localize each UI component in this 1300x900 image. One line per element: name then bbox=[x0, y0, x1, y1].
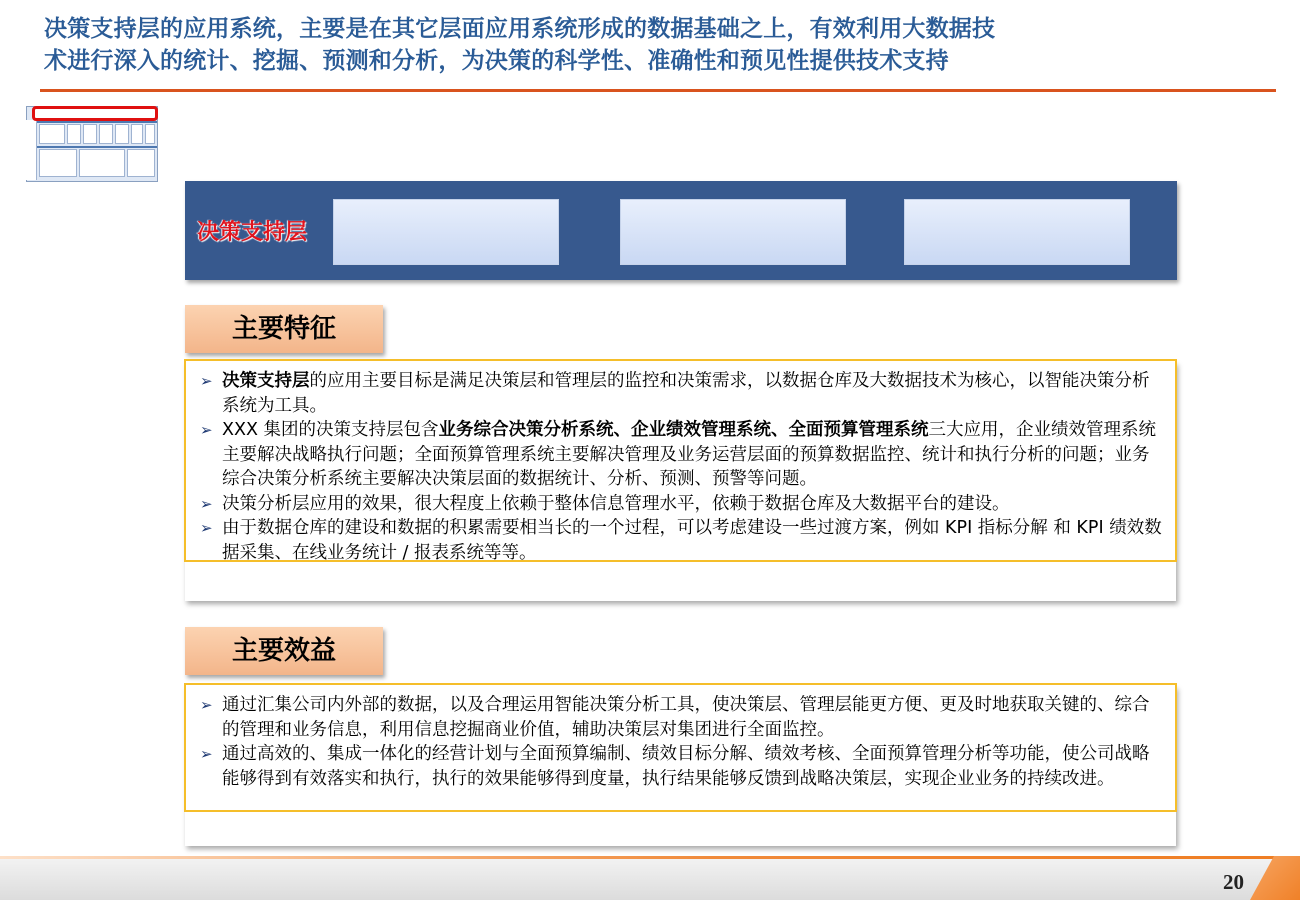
feature-item: ➢ 决策支持层的应用主要目标是满足决策层和管理层的监控和决策需求，以数据仓库及大数据技术为核心，以智能决策分析系统为工具。 bbox=[200, 369, 1165, 418]
slide-title-line-2: 术进行深入的统计、挖掘、预测和分析，为决策的科学性、准确性和预见性提供技术支持 bbox=[44, 48, 949, 74]
layer-box-2 bbox=[620, 199, 846, 265]
benefits-card bbox=[184, 683, 1177, 812]
features-card bbox=[184, 359, 1177, 562]
slide-title-line-1: 决策支持层的应用系统，主要是在其它层面应用系统形成的数据基础之上，有效利用大数据技 bbox=[44, 16, 996, 42]
footer-line bbox=[0, 856, 1300, 859]
feature-item: ➢ 由于数据仓库的建设和数据的积累需要相当长的一个过程，可以考虑建设一些过渡方案，例如 KPI 指标分解 和 KPI 绩效数据采集、在线业务统计 / 报表系统等等。 bbox=[200, 516, 1165, 565]
benefits-list bbox=[186, 685, 1175, 791]
features-list bbox=[186, 361, 1175, 565]
layer-box-1 bbox=[333, 199, 559, 265]
feature-item: ➢ 决策分析层应用的效果，很大程度上依赖于整体信息管理水平，依赖于数据仓库及大数据平台的建设。 bbox=[200, 492, 1165, 517]
slide-title bbox=[44, 13, 1264, 77]
benefit-item: ➢ 通过汇集公司内外部的数据，以及合理运用智能决策分析工具，使决策层、管理层能更方便、更及时地获取关键的、综合的管理和业务信息，利用信息挖掘商业价值，辅助决策层对集团进行全面监控。 bbox=[200, 693, 1165, 742]
features-heading: 主要特征 bbox=[185, 305, 383, 353]
layer-box-3 bbox=[904, 199, 1130, 265]
benefit-item: ➢ 通过高效的、集成一体化的经营计划与全面预算编制、绩效目标分解、绩效考核、全面预算管理分析等功能，使公司战略能够得到有效落实和执行，执行的效果能够得到度量，执行结果能够反馈到战略决策层，实现企业业务的持续改进。 bbox=[200, 742, 1165, 791]
thumbnail-sidebar bbox=[26, 120, 37, 180]
layer-label: 决策支持层 bbox=[197, 220, 308, 245]
page-number: 20 bbox=[1223, 870, 1244, 894]
title-divider bbox=[40, 89, 1276, 92]
benefits-heading: 主要效益 bbox=[185, 627, 383, 675]
footer-band bbox=[0, 859, 1300, 900]
feature-item: ➢ XXX 集团的决策支持层包含业务综合决策分析系统、企业绩效管理系统、全面预算管理系统三大应用，企业绩效管理系统主要解决战略执行问题；全面预算管理系统主要解决管理及业务运营层面的预算数据监控、统计和执行分析的问题；业务综合决策分析系统主要解决决策层面的数据统计、分析、预测、预警等问题。 bbox=[200, 418, 1165, 492]
thumbnail-highlight bbox=[32, 106, 158, 121]
